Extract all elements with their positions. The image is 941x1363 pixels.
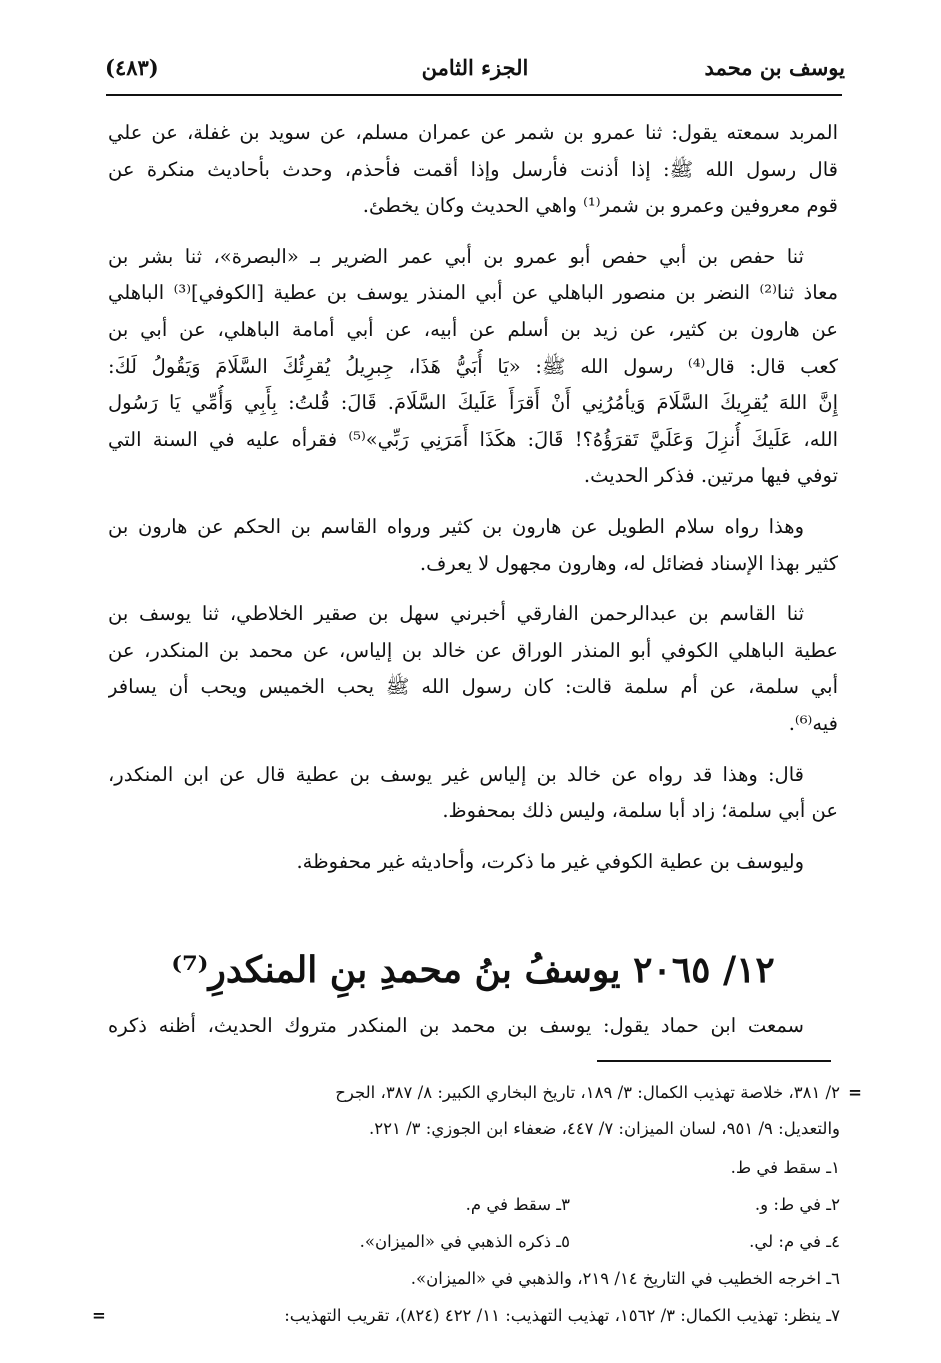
text-line: قوم معروفين وعمرو بن شمر⁽¹⁾ واهي الحديث وكان يخطئ.	[362, 194, 838, 218]
header-rule	[106, 94, 842, 96]
footnote-7	[92, 1301, 840, 1331]
text-line: قال: وهذا قد رواه عن خالد بن إلياس غير يوسف بن عطية قال عن ابن المنكدر،	[108, 762, 804, 786]
header-entry-name: يوسف بن محمد	[704, 55, 845, 80]
footnote-row-4-5	[95, 1227, 840, 1257]
page-header	[105, 55, 845, 95]
footnote-continuation-2	[95, 1114, 840, 1144]
text-line: أبي سلمة، عن أم سلمة قالت: كان رسول الله ﷺ يحب الخميس ويحب أن يسافر	[108, 675, 838, 699]
footnote-2: ٢ـ في ط: و.	[754, 1195, 840, 1214]
footnote-continuation	[95, 1078, 862, 1108]
text-line: عن هارون بن كثير، عن زيد بن أسلم عن أبيه، عن أبي أمامة الباهلي، عن أبي بن	[108, 317, 838, 341]
footnote-line: ٧ـ ينظر: تهذيب الكمال: ٣/ ١٥٦٢، تهذيب التهذيب: ١١/ ٤٢٢ (٨٢٤)، تقريب التهذيب:	[284, 1306, 840, 1325]
footnote-line: ١ـ سقط في ط.	[730, 1158, 840, 1177]
text-line: ثنا حفص بن أبي حفص أبو عمرو بن أبي عمر الضرير بـ «البصرة»، ثنا بشر بن	[108, 244, 804, 268]
continuation-mark: =	[848, 1083, 862, 1102]
footnote-3: ٣ـ سقط في م.	[465, 1195, 570, 1214]
main-text	[108, 115, 838, 894]
text-line: كثير بهذا الإسناد فضائل له، وهارون مجهول لا يعرف.	[419, 551, 838, 575]
text-line: وليوسف بن عطية الكوفي غير ما ذكرت، وأحاديثه غير محفوظة.	[296, 849, 804, 873]
footnote-5: ٥ـ ذكره الذهبي في «الميزان».	[359, 1232, 570, 1251]
footnote-1	[95, 1153, 840, 1183]
footnote-line: ٢/ ٣٨١، خلاصة تهذيب الكمال: ٣/ ١٨٩، تاريخ البخاري الكبير: ٨/ ٣٨٧، الجرح	[335, 1083, 840, 1102]
text-line: المربد سمعته يقول: ثنا عمرو بن شمر عن عمران مسلم، عن سويد بن غفلة، عن علي	[108, 121, 838, 144]
header-volume: الجزء الثامن	[421, 55, 529, 80]
end-mark: =	[92, 1306, 106, 1325]
footnote-line: ٦ـ اخرجه الخطيب في التاريخ ١٤/ ٢١٩، والذهبي في «الميزان».	[410, 1269, 840, 1288]
footnote-6	[95, 1264, 840, 1294]
paragraph-7	[108, 1008, 838, 1045]
text-line: معاذ ثنا⁽²⁾ النضر بن منصور الباهلي عن أبي المنذر يوسف بن عطية [الكوفي]⁽³⁾ الباهلي	[108, 281, 838, 305]
paragraph-2	[108, 239, 838, 495]
text-line: الله، عَلَيكَ أُنزِلَ وَعَلَيَّ تَقرَؤُهُ؟! قَالَ: هكَذَا أَمَرَنِي رَبِّي»⁽⁵⁾ فقرأه عليه في السنة التي	[108, 427, 838, 451]
entry-title: ١٢/ ٢٠٦٥ يوسفُ بنُ محمدِ بنِ المنكدرِ⁽⁷⁾	[171, 949, 775, 991]
paragraph-3	[108, 509, 838, 582]
text-line: إِنَّ اللهَ يُقرِيكَ السَّلَامَ وَيأمُرُنِي أَنْ أَقرَأَ عَلَيكَ السَّلَامَ. قَالَ: قُلتُ: بِأَبِي وَأُمِّي يَا رَسُول	[108, 391, 838, 415]
text-line: سمعت ابن حماد يقول: يوسف بن محمد بن المنكدر متروك الحديث، أظنه ذكره	[108, 1014, 804, 1037]
header-page-number: (٤٨٣)	[105, 55, 159, 80]
footnote-line: والتعديل: ٩/ ٩٥١، لسان الميزان: ٧/ ٤٤٧، ضعفاء ابن الجوزي: ٣/ ٢٢١.	[369, 1119, 840, 1138]
text-line: قال رسول الله ﷺ: إذا أذنت فأرسل وإذا أقمت فأحذم، وحدث بأحاديث منكرة عن	[108, 157, 838, 181]
text-line: عطية الباهلي الكوفي أبو المنذر الوراق عن خالد بن إلياس، عن محمد بن المنكدر، عن	[108, 638, 838, 662]
paragraph-1	[108, 115, 838, 225]
text-line: توفي فيها مرتين. فذكر الحديث.	[583, 464, 838, 488]
paragraph-4	[108, 596, 838, 742]
footnote-separator	[597, 1060, 831, 1062]
footnote-row-2-3	[95, 1190, 840, 1220]
paragraph-6	[108, 844, 838, 881]
entry-text	[108, 1008, 838, 1059]
text-line: عن أبي سلمة؛ زاد أبا سلمة، وليس ذلك بمحفوظ.	[442, 799, 838, 823]
footnote-4: ٤ـ في م: لي.	[749, 1232, 840, 1251]
text-line: كعب قال: قال⁽⁴⁾ رسول الله ﷺ: «يَا أُبَيُّ هَذَا، جِبرِيلُ يُقرِئُكَ السَّلَامَ وَيَقُولُ لَكَ:	[108, 354, 838, 378]
paragraph-5	[108, 757, 838, 830]
text-line: ثنا القاسم بن عبدالرحمن الفارقي أخبرني سهل بن صقير الخلاطي، ثنا يوسف بن	[108, 602, 804, 626]
text-line: وهذا رواه سلام الطويل عن هارون بن كثير ورواه القاسم بن الحكم عن هارون بن	[108, 514, 804, 538]
text-line: فيه⁽⁶⁾.	[788, 711, 838, 735]
